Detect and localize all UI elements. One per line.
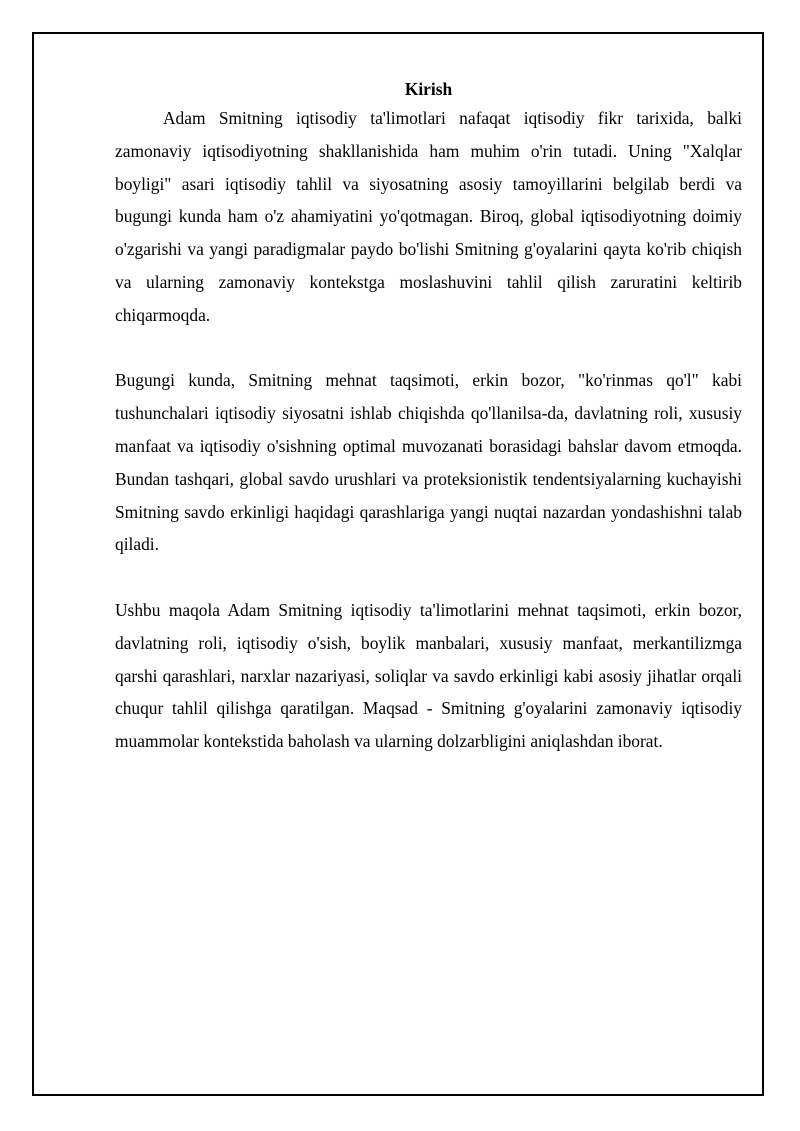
document-body bbox=[115, 76, 742, 758]
paragraph-context: Bugungi kunda, Smitning mehnat taqsimoti, erkin bozor, "ko'rinmas qo'l" kabi tushunchalari iqtisodiy siyosatni ishlab chiqishda qo'llanilsa-da, davlatning roli, xususiy manfaat va iqtisodiy o'sishning optimal muvozanati borasidagi bahslar davom etmoqda. Bundan tashqari, global savdo urushlari va proteksionistik tendentsiyalarning kuchayishi Smitning savdo erkinligi haqidagi qarashlariga yangi nuqtai nazardan yondashishni talab qiladi. bbox=[115, 370, 742, 555]
paragraph-intro: Adam Smitning iqtisodiy ta'limotlari nafaqat iqtisodiy fikr tarixida, balki zamonaviy iqtisodiyotning shakllanishida ham muhim o'rin tutadi. Uning "Xalqlar boyligi" asari iqtisodiy tahlil va siyosatning asosiy tamoyillarini belgilab berdi va bugungi kunda ham o'z ahamiyatini yo'qotmagan. Biroq, global iqtisodiyotning doimiy o'zgarishi va yangi paradigmalar paydo bo'lishi Smitning g'oyalarini qayta ko'rib chiqish va ularning zamonaviy kontekstga moslashuvini tahlil qilish zaruratini keltirib chiqarmoqda. bbox=[115, 108, 742, 325]
paragraph-spacer bbox=[115, 561, 742, 594]
paragraph-spacer bbox=[115, 332, 742, 365]
paragraph-aim: Ushbu maqola Adam Smitning iqtisodiy ta'limotlarini mehnat taqsimoti, erkin bozor, davlatning roli, iqtisodiy o'sish, boylik manbalari, xususiy manfaat, merkantilizmga qarshi qarashlari, narxlar nazariyasi, soliqlar va savdo erkinligi kabi asosiy jihatlar orqali chuqur tahlil qilishga qaratilgan. Maqsad - Smitning g'oyalarini zamonaviy iqtisodiy muammolar kontekstida baholash va ularning dolzarbligini aniqlashdan iborat. bbox=[115, 599, 742, 752]
document-title: Kirish bbox=[404, 79, 453, 99]
